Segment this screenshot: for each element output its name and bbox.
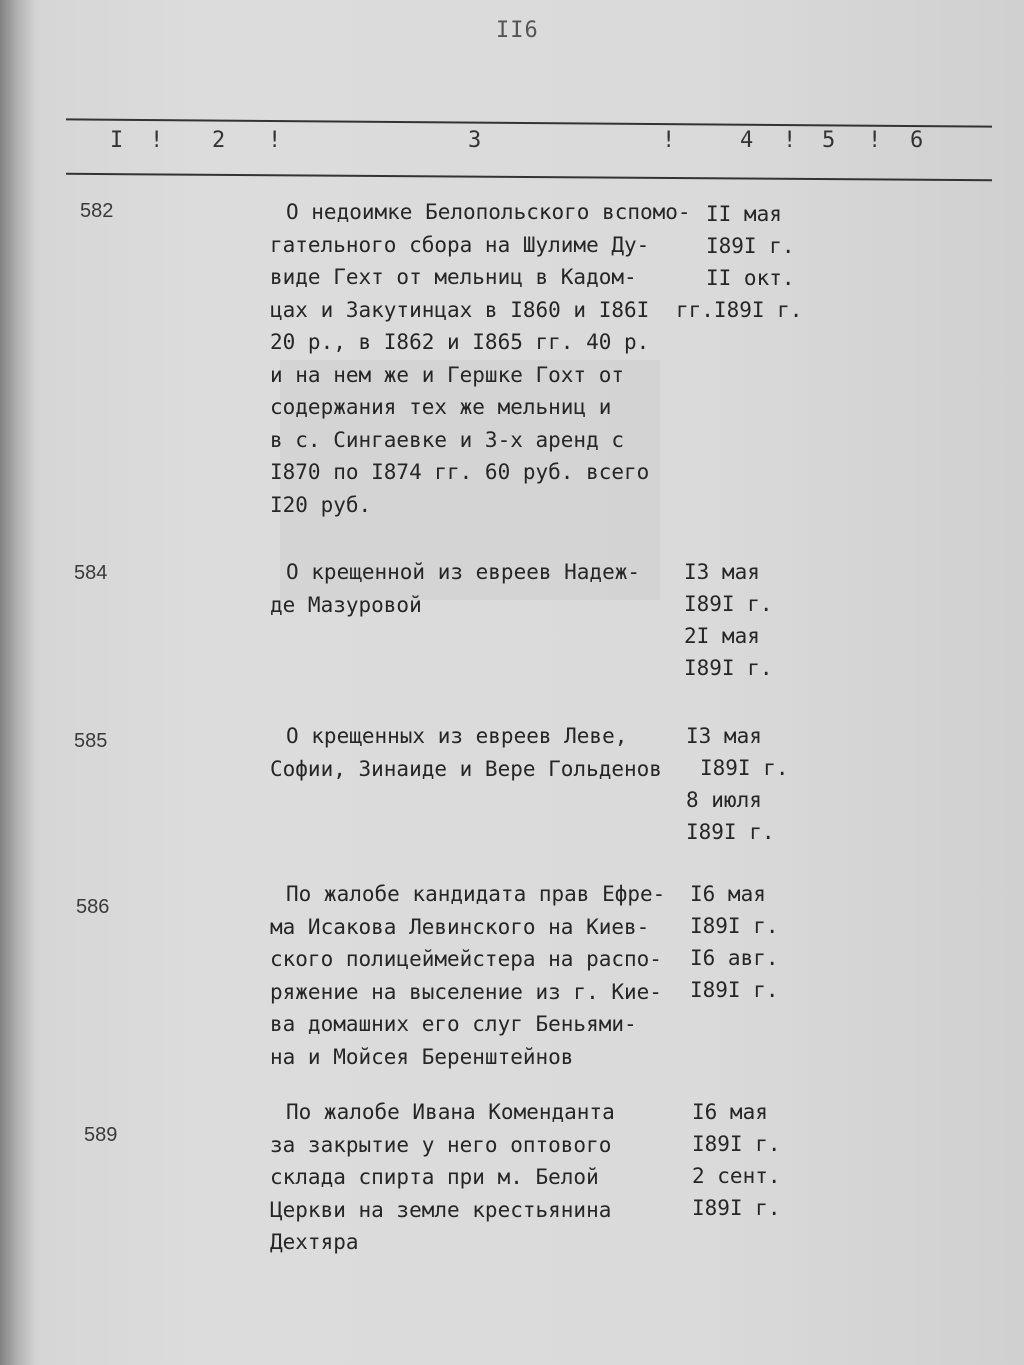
column-header-separator-5: ! (868, 128, 882, 153)
text-line: 20 р., в I862 и I865 гг. 40 р. (270, 330, 650, 354)
text-line: в с. Сингаевке и 3-х аренд с (270, 427, 625, 452)
entry-number: 585 (74, 730, 108, 752)
entry-description (270, 556, 690, 621)
date-line: I89I г. (684, 656, 773, 680)
column-header-2: 2 (212, 128, 226, 153)
date-line: II мая (706, 202, 782, 226)
column-header-separator-4: ! (783, 128, 797, 153)
text-line: гательного сбора на Шулиме Ду- (270, 232, 650, 257)
text-line: ва домашних его слуг Беньями- (270, 1012, 637, 1036)
entry-number: 589 (84, 1124, 118, 1146)
table-header-bottom-rule (66, 173, 992, 181)
text-line: содержания тех же мельниц и (270, 395, 612, 419)
date-line: I89I г. (686, 820, 775, 844)
entry-number: 584 (74, 562, 108, 584)
date-line: I89I г. (690, 914, 779, 938)
entry-dates (690, 878, 779, 1006)
text-line: за закрытие у него оптового (270, 1132, 612, 1157)
column-header-6: 6 (910, 128, 924, 153)
table-header-top-rule (66, 118, 992, 127)
text-line: склада спирта при м. Белой (270, 1165, 599, 1189)
text-line: I870 по I874 гг. 60 руб. всего (270, 460, 650, 484)
text-line: цах и Закутинцах в I860 и I86I (270, 297, 650, 322)
text-line: О крещенных из евреев Леве, (286, 724, 628, 748)
entry-description (270, 720, 690, 785)
entry-description (270, 196, 690, 521)
date-line: I3 мая (686, 724, 762, 748)
date-line: I89I г. (692, 1196, 781, 1220)
entry-dates (692, 1096, 781, 1224)
column-header-separator-2: ! (268, 128, 282, 153)
text-line: на и Мойсея Беренштейнов (270, 1044, 574, 1069)
text-line: виде Гехт от мельниц в Кадом- (270, 265, 637, 289)
text-line: де Мазуровой (270, 592, 422, 617)
text-line: Церкви на земле крестьянина (270, 1197, 612, 1222)
column-header-4: 4 (740, 128, 754, 153)
date-line: I89I г. (700, 756, 789, 780)
entry-number: 582 (80, 200, 114, 222)
entry-dates (676, 198, 803, 326)
date-line: 2I мая (684, 624, 760, 648)
text-line: О крещенной из евреев Надеж- (286, 560, 641, 584)
text-line: и на нем же и Гершке Гохт от (270, 362, 625, 387)
entry-number: 586 (76, 896, 110, 918)
column-header-3: 3 (468, 128, 482, 153)
text-line: Софии, Зинаиде и Вере Гольденов (270, 756, 662, 781)
binding-shadow (0, 0, 36, 1365)
text-line: Дехтяра (270, 1230, 359, 1254)
text-line: По жалобе Ивана Коменданта (286, 1100, 615, 1124)
date-line: I89I г. (690, 978, 779, 1002)
date-line: 2 сент. (692, 1164, 781, 1188)
column-header-separator-1: ! (150, 128, 164, 153)
column-header-5: 5 (822, 128, 836, 153)
date-line: I3 мая (684, 560, 760, 584)
text-line: ского полицеймейстера на распо- (270, 947, 662, 971)
date-line: гг.I89I г. (676, 298, 803, 322)
text-line: ма Исакова Левинского на Киев- (270, 914, 650, 939)
column-header-separator-3: ! (662, 128, 676, 153)
date-line: I89I г. (692, 1132, 781, 1156)
date-line: 8 июля (686, 788, 762, 812)
date-line: I89I г. (706, 234, 795, 258)
text-line: По жалобе кандидата прав Ефре- (286, 882, 666, 906)
text-line: О недоимке Белопольского вспомо- (286, 200, 691, 224)
date-line: I89I г. (684, 592, 773, 616)
text-line: ряжение на выселение из г. Кие- (270, 979, 662, 1004)
entry-dates (684, 556, 773, 684)
page-number: II6 (496, 18, 539, 43)
date-line: I6 мая (690, 882, 766, 906)
entry-description (270, 878, 690, 1073)
entry-description (270, 1096, 690, 1259)
date-line: I6 мая (692, 1100, 768, 1124)
date-line: II окт. (706, 266, 795, 290)
entry-dates (686, 720, 789, 848)
date-line: I6 авг. (690, 946, 779, 970)
text-line: I20 руб. (270, 492, 372, 517)
column-header-1: I (110, 128, 124, 153)
